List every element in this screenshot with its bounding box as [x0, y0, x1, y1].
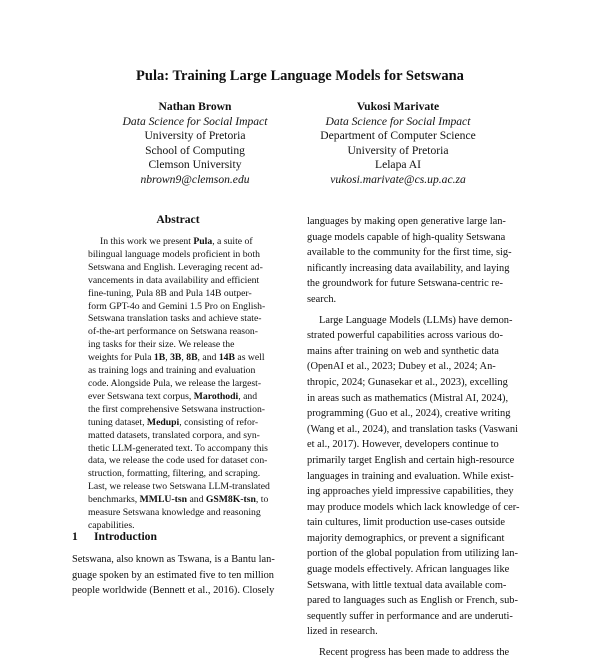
abstract-body: [88, 236, 277, 533]
abstract-line: fine-tuning, Pula 8B and Pula 14B outper-: [88, 287, 252, 299]
body-line: (OpenAI et al., 2023; Dubey et al., 2024; An-: [307, 361, 496, 373]
abstract-heading: Abstract: [156, 213, 200, 226]
body-line: available to the community for the first time, sig-: [307, 247, 512, 259]
body-line: thropic, 2024; Gunasekar et al., 2023), excelling: [307, 376, 508, 388]
body-line: (Wang et al., 2024), and translation tasks (Vaswani: [307, 423, 518, 435]
body-line: Recent progress has been made to address the: [319, 647, 510, 659]
author-name: Vukosi Marivate: [356, 100, 440, 113]
abstract-line: thetic LLM-generated text. To accompany this: [88, 442, 268, 454]
paper-title: Pula: Training Large Language Models for Setswana: [136, 68, 464, 84]
abstract-line: the first comprehensive Setswana instruction-: [88, 403, 266, 415]
author-name: Nathan Brown: [158, 100, 232, 113]
abstract-line: weights for Pula 1B, 3B, 8B, and 14B as well: [88, 352, 265, 364]
abstract-line: benchmarks, MMLU-tsn and GSM8K-tsn, to: [88, 494, 269, 506]
section-number: 1: [72, 530, 78, 543]
author-block-2: [278, 100, 518, 188]
abstract-line: Last, we release two Setswana LLM-translated: [88, 481, 270, 493]
body-line: ing approaches yield impressive capabilities, they: [307, 486, 514, 498]
abstract-line: matted datasets, translated corpora, and syn-: [88, 429, 260, 441]
abstract-line: Setswana translation tasks and achieve state-: [88, 313, 262, 325]
author-affiliation: Data Science for Social Impact: [122, 114, 268, 128]
body-line: et al., 2017). However, developers continue to: [307, 439, 499, 451]
author-affiliation: University of Pretoria: [144, 129, 246, 143]
body-line: Large Language Models (LLMs) have demon-: [319, 314, 513, 326]
body-line: sequently suffer in performance and are underuti-: [307, 610, 513, 622]
body-line: guage models capable of high-quality Setswana: [307, 231, 506, 243]
author-affiliation: Clemson University: [148, 158, 242, 172]
body-line: languages by making open generative large lan-: [307, 216, 506, 227]
body-line: in areas such as mathematics (Mistral AI, 2024),: [307, 392, 509, 404]
abstract-line: Setswana and English. Leveraging recent ad-: [88, 261, 263, 273]
section-title: Introduction: [94, 530, 157, 543]
abstract-line: data, we release the code used for dataset con-: [88, 455, 268, 467]
author-affiliation: Data Science for Social Impact: [325, 114, 471, 128]
abstract-line: vancements in data availability and efficient: [88, 274, 260, 286]
right-column-body: [307, 214, 529, 661]
body-line: people worldwide (Bennett et al., 2016). Closely: [72, 585, 275, 597]
body-line: may produce models which lack knowledge of cer-: [307, 501, 520, 513]
abstract-line: tuning dataset, Medupi, consisting of refor-: [88, 416, 259, 428]
abstract-line: form GPT-4o and Gemini 1.5 Pro on English-: [88, 300, 266, 312]
body-line: lized in research.: [307, 626, 378, 638]
body-line: tain cultures, limit production use-cases outside: [307, 517, 505, 529]
abstract-line: as training logs and training and evaluation: [88, 365, 256, 377]
author-affiliation: Lelapa AI: [374, 158, 422, 172]
author-email[interactable]: nbrown9@clemson.edu: [140, 172, 250, 186]
abstract-line: code. Alongside Pula, we release the largest-: [88, 377, 262, 389]
body-line: the groundwork for future Setswana-centric re-: [307, 278, 503, 290]
author-email[interactable]: vukosi.marivate@cs.up.ac.za: [330, 172, 466, 186]
abstract-line: capabilities.: [88, 519, 135, 531]
author-affiliation: University of Pretoria: [347, 143, 449, 157]
section-heading: [72, 530, 292, 543]
abstract-line: ever Setswana text corpus, Marothodi, and: [88, 390, 258, 402]
author-affiliation: Department of Computer Science: [320, 129, 476, 143]
abstract-line: struction, formatting, filtering, and scraping.: [88, 468, 261, 480]
abstract-line: measure Setswana knowledge and reasoning: [88, 507, 261, 519]
left-column-body: [72, 552, 294, 599]
body-line: nificantly increasing data availability, and laying: [307, 262, 510, 274]
body-line: mains after training on web and synthetic data: [307, 345, 499, 357]
body-line: guage models effectively. African languages like: [307, 564, 510, 576]
body-line: languages in training and evaluation. While exist-: [307, 470, 514, 482]
body-line: programming (Guo et al., 2024), creative writing: [307, 408, 511, 420]
body-line: search.: [307, 293, 337, 305]
abstract-line: ing tasks for their size. We release the: [88, 339, 235, 351]
body-line: pared to languages such as English or French, sub-: [307, 595, 518, 607]
abstract-line: In this work we present Pula, a suite of: [100, 236, 253, 247]
body-line: Setswana, with little textual data available com-: [307, 579, 507, 591]
body-line: Setswana, also known as Tswana, is a Bantu lan-: [72, 554, 275, 565]
body-line: primarily target English and certain high-resource: [307, 454, 515, 466]
abstract-line: bilingual language models proficient in both: [88, 248, 260, 260]
abstract-line: of-the-art performance on Setswana reason-: [88, 326, 258, 338]
author-affiliation: School of Computing: [145, 143, 245, 157]
body-line: guage spoken by an estimated five to ten million: [72, 569, 274, 581]
body-line: portion of the global population from utilizing lan-: [307, 548, 518, 560]
body-line: majority demographics, or prevent a significant: [307, 532, 505, 544]
body-line: strated powerful capabilities across various do-: [307, 330, 503, 342]
